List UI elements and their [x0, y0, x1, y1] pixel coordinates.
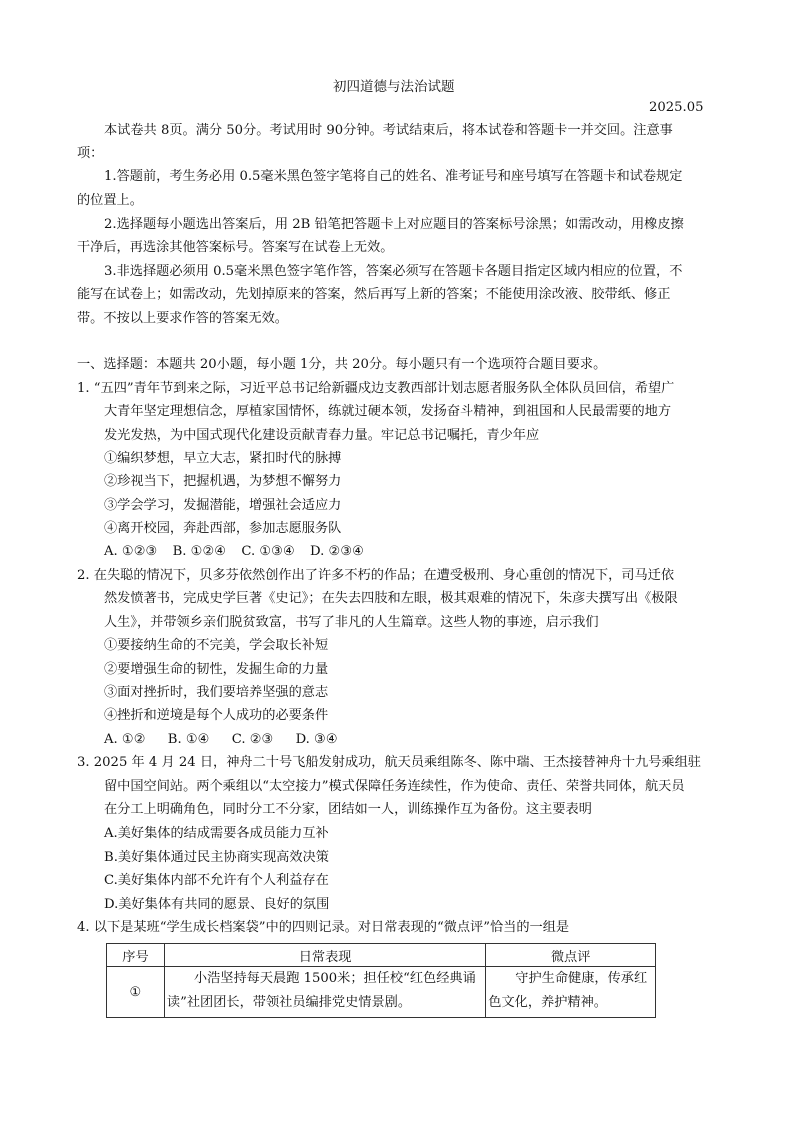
section-heading: 一、选择题：本题共 20小题，每小题 1分，共 20分。每小题只有一个选项符合题目要求。: [77, 357, 607, 372]
instruction-3-line2: 能写在试卷上；如需改动，先划掉原来的答案，然后再写上新的答案；不能使用涂改液、胶带纸、修正: [77, 287, 671, 302]
q2-options: [104, 731, 349, 749]
q1-options: [104, 543, 375, 561]
q1-statement-4: ④离开校园，奔赴西部，参加志愿服务队: [104, 521, 342, 536]
q2-option-c: C. ②③: [231, 732, 274, 747]
q3-stem-line1: 3. 2025 年 4 月 24 日，神舟二十号飞船发射成功，航天员乘组陈冬、陈中瑞、王杰接替神舟十九号乘组驻: [77, 755, 701, 770]
exam-date: 2025.05: [649, 100, 704, 115]
q2-option-d: D. ③④: [295, 732, 338, 747]
q1-statement-1: ①编织梦想，早立大志，紧扣时代的脉搏: [104, 451, 342, 466]
q1-stem-line3: 发光发热，为中国式现代化建设贡献青春力量。牢记总书记嘱托，青少年应: [104, 428, 540, 443]
q3-stem-line2: 留中国空间站。两个乘组以“太空接力”模式保障任务连续性，作为使命、责任、荣誉共同体，航天员: [104, 779, 685, 794]
q1-stem-line2: 大青年坚定理想信念，厚植家国情怀，练就过硬本领，发扬奋斗精神，到祖国和人民最需要的地方: [104, 404, 672, 419]
instruction-1-line2: 的位置上。: [77, 193, 143, 208]
table-row: [107, 967, 656, 1018]
table-header-no: 序号: [107, 944, 165, 967]
table-cell-no: ①: [107, 967, 165, 1018]
q2-option-b: B. ①④: [167, 732, 210, 747]
q1-statement-2: ②珍视当下，把握机遇，为梦想不懈努力: [104, 474, 342, 489]
q3-option-b: B.美好集体通过民主协商实现高效决策: [104, 850, 329, 865]
table-header-behavior: 日常表现: [164, 944, 485, 967]
q3-option-c: C.美好集体内部不允许有个人利益存在: [104, 873, 329, 888]
exam-title: 初四道德与法治试题: [333, 79, 455, 95]
instructions-intro-line1: 本试卷共 8页。满分 50分。考试用时 90分钟。考试结束后，将本试卷和答题卡一并交回。注意事: [104, 123, 673, 138]
q2-statement-4: ④挫折和逆境是每个人成功的必要条件: [104, 708, 329, 723]
q3-stem-line3: 在分工上明确角色，同时分工不分家，团结如一人，训练操作互为备份。这主要表明: [104, 802, 592, 817]
table-cell-behavior: 小浩坚持每天晨跑 1500米；担任校“红色经典诵读”社团团长，带领社员编排党史情景剧。: [164, 967, 485, 1018]
q1-statement-3: ③学会学习，发掘潜能，增强社会适应力: [104, 498, 342, 513]
q2-option-a: A. ①②: [104, 732, 146, 747]
q1-option-b: B. ①②④: [172, 544, 227, 559]
table-header-comment: 微点评: [486, 944, 656, 967]
instruction-3-line3: 带。不按以上要求作答的答案无效。: [77, 311, 288, 326]
table-cell-comment: 守护生命健康，传承红色文化，养护精神。: [486, 967, 656, 1018]
q2-stem-line1: 2. 在失聪的情况下，贝多芬依然创作出了许多不朽的作品；在遭受极刑、身心重创的情况下，司马迁依: [77, 568, 675, 583]
q1-stem-line1: 1. “五四”青年节到来之际，习近平总书记给新疆戍边支教西部计划志愿者服务队全体队员回信，希望广: [77, 381, 675, 396]
q2-statement-3: ③面对挫折时，我们要培养坚强的意志: [104, 685, 329, 700]
instruction-2-line2: 干净后，再选涂其他答案标号。答案写在试卷上无效。: [77, 240, 394, 255]
q2-stem-line2: 然发愤著书，完成史学巨著《史记》；在失去四肢和左眼，极其艰难的情况下，朱彦夫撰写出《极限: [104, 591, 678, 606]
table-header-row: [107, 944, 656, 967]
q3-option-d: D.美好集体有共同的愿景、良好的氛围: [104, 897, 330, 912]
q1-option-d: D. ②③④: [310, 544, 364, 559]
instruction-1-line1: 1.答题前，考生务必用 0.5毫米黑色签字笔将自己的姓名、准考证号和座号填写在答题卡和试卷规定: [104, 169, 683, 184]
q1-option-a: A. ①②③: [104, 544, 158, 559]
instructions-intro-line2: 项：: [77, 146, 104, 161]
q2-statement-1: ①要接纳生命的不完美，学会取长补短: [104, 638, 329, 653]
record-table: [106, 943, 656, 1018]
q2-statement-2: ②要增强生命的韧性，发掘生命的力量: [104, 662, 329, 677]
instruction-2-line1: 2.选择题每小题选出答案后，用 2B 铅笔把答题卡上对应题目的答案标号涂黑；如需改动，用橡皮擦: [104, 217, 684, 232]
q1-option-c: C. ①③④: [241, 544, 295, 559]
q3-option-a: A.美好集体的结成需要各成员能力互补: [104, 826, 329, 841]
instruction-3-line1: 3.非选择题必须用 0.5毫米黑色签字笔作答，答案必须写在答题卡各题目指定区域内相应的位置，不: [104, 264, 683, 279]
q4-stem: 4. 以下是某班“学生成长档案袋”中的四则记录。对日常表现的“微点评”恰当的一组是: [77, 920, 570, 935]
q2-stem-line3: 人生》，并带领乡亲们脱贫致富，书写了非凡的人生篇章。这些人物的事迹，启示我们: [104, 615, 599, 630]
